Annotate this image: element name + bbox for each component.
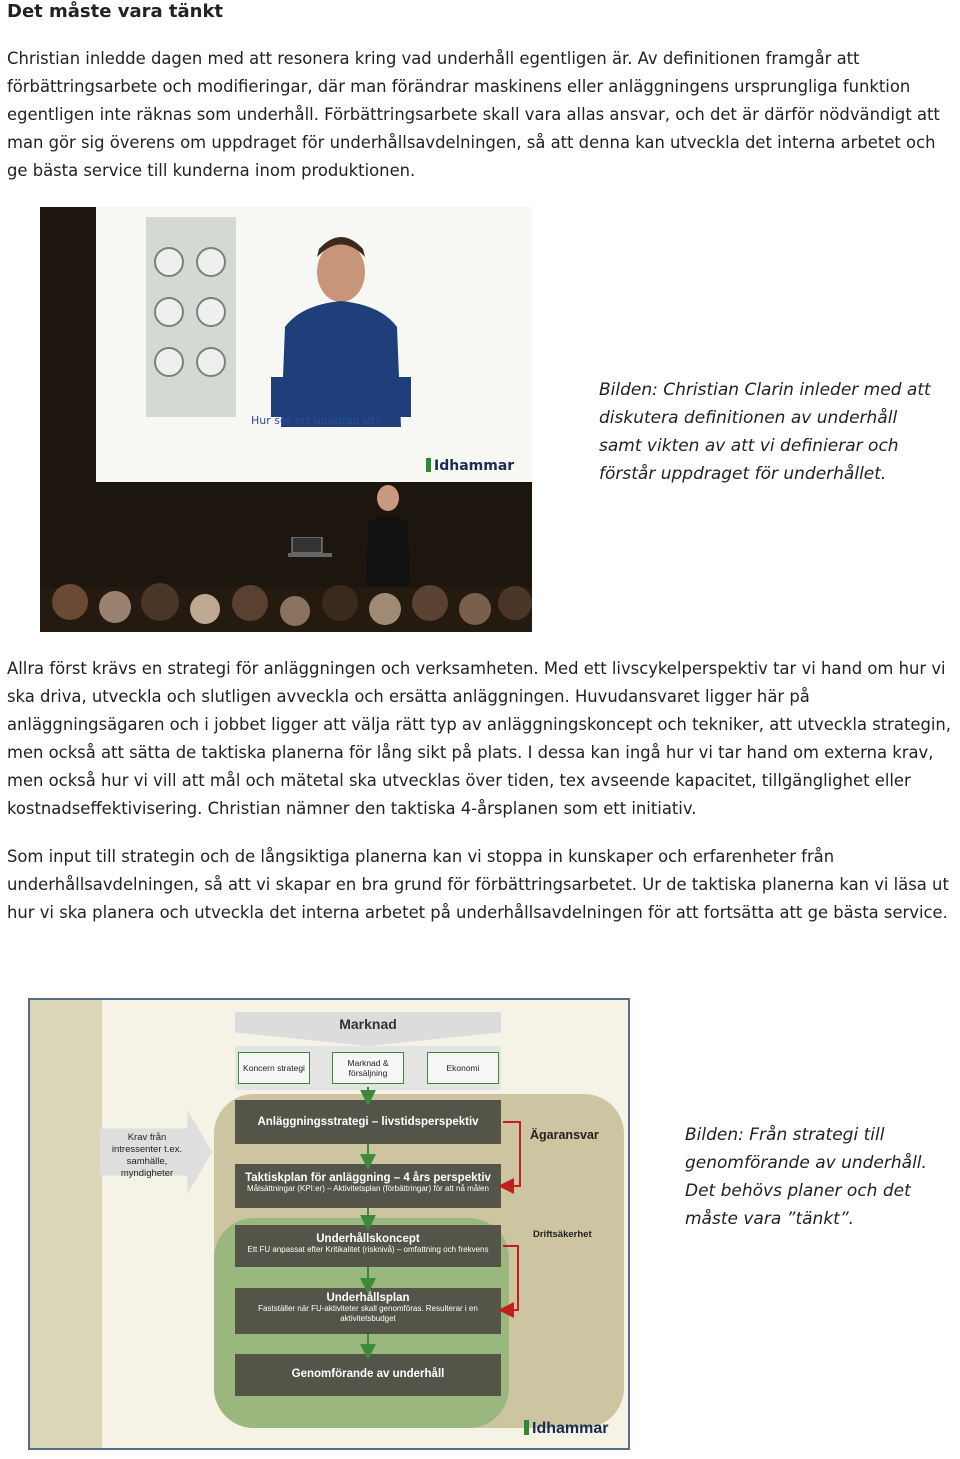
presenter-on-screen — [271, 227, 411, 427]
krav-label: Krav från intressenter t.ex. samhälle, myndigheter — [111, 1132, 183, 1179]
paragraph-intro: Christian inledde dagen med att resonera kring vad underhåll egentligen är. Av definitionen framgår att förbättringsarbete och modifieringar, där man förändrar maskinens eller anläggningens ursprungliga funktion egentligen inte räknas som underhåll. Förbättringsarbete skall vara allas ansvar, och det är därför nödvändigt att man gör sig överens om uppdraget för underhållsavdelningen, så att denna kan utveckla det interna arbetet och ge bästa service till kunderna inom produktionen. — [7, 49, 940, 180]
diagram-arrows — [30, 1000, 630, 1450]
agaransvar-label: Ägaransvar — [530, 1128, 599, 1142]
paragraph-strategy: Allra först krävs en strategi för anläggningen och verksamheten. Med ett livscykelperspektiv tar vi hand om hur vi ska driva, utveckla och slutligen avveckla och ersätta anläggningen. Huvudansvaret ligger här på anläggningsägaren och i jobbet ligger att välja rätt typ av anläggningskoncept och tekniker, att utveckla strategin, men också att sätta de taktiska planerna för lång sikt på plats. I dessa kan ingå hur vi tar hand om externa krav, men också hur vi vill att mål och mätetal ska utvecklas över tiden, tex avseende kapacitet, tillgänglighet eller kostnadseffektivisering. Christian nämner den taktiska 4-årsplanen som ett initiativ. — [7, 659, 952, 818]
input-box-koncern: Koncern strategi — [238, 1052, 310, 1084]
box-underhallsplan: Underhållsplan Fastställer när FU-aktiviteter skall genomföras. Resulterar i en aktivitetsbudget — [235, 1288, 501, 1334]
meter-panel — [146, 217, 236, 417]
input-box-marknad: Marknad & försäljning — [332, 1052, 404, 1084]
laptop-icon — [288, 537, 332, 559]
paragraph-input: Som input till strategin och de långsiktiga planerna kan vi stoppa in kunskaper och erfarenheter från underhållsavdelningen, så att vi skapar en bra grund för förbättringsarbetet. Ur de taktiska planerna kan vi läsa ut hur vi ska planera och utveckla det interna arbetet på underhållsavdelningen för att fortsätta att ge bästa service. — [7, 847, 949, 922]
photo-caption: Bilden: Christian Clarin inleder med att diskutera definitionen av underhåll samt vikten av att vi definierar och förstår uppdraget för underhållet. — [599, 380, 931, 484]
driftsakerhet-label: Driftsäkerhet — [533, 1229, 592, 1240]
box-genomforande: Genomförande av underhåll — [235, 1354, 501, 1396]
screen-question: Hur ser ert uppdrag ut? — [251, 414, 381, 427]
diagram-logo: Idhammar — [524, 1420, 608, 1438]
box-underhallskoncept: Underhållskoncept Ett FU anpassat efter Kritikalitet (risknivå) – omfattning och frekvens — [235, 1225, 501, 1267]
marknad-label: Marknad — [339, 1016, 397, 1032]
speaker-photo — [40, 207, 532, 632]
box-anlaggningsstrategi: Anläggningsstrategi – livstidsperspektiv — [235, 1100, 501, 1144]
strategy-diagram — [28, 998, 630, 1450]
diagram-caption: Bilden: Från strategi till genomförande av underhåll. Det behövs planer och det måste vara ”tänkt”. — [685, 1125, 927, 1229]
projection-screen — [96, 207, 532, 482]
audience — [40, 567, 532, 632]
article-heading: Det måste vara tänkt — [7, 1, 224, 22]
box-taktiskplan: Taktiskplan för anläggning – 4 års perspektiv Målsättningar (KPI:er) – Aktivitetsplan (förbättringar) för att nå målen — [235, 1164, 501, 1208]
screen-logo: Idhammar — [426, 458, 514, 474]
input-box-ekonomi: Ekonomi — [427, 1052, 499, 1084]
